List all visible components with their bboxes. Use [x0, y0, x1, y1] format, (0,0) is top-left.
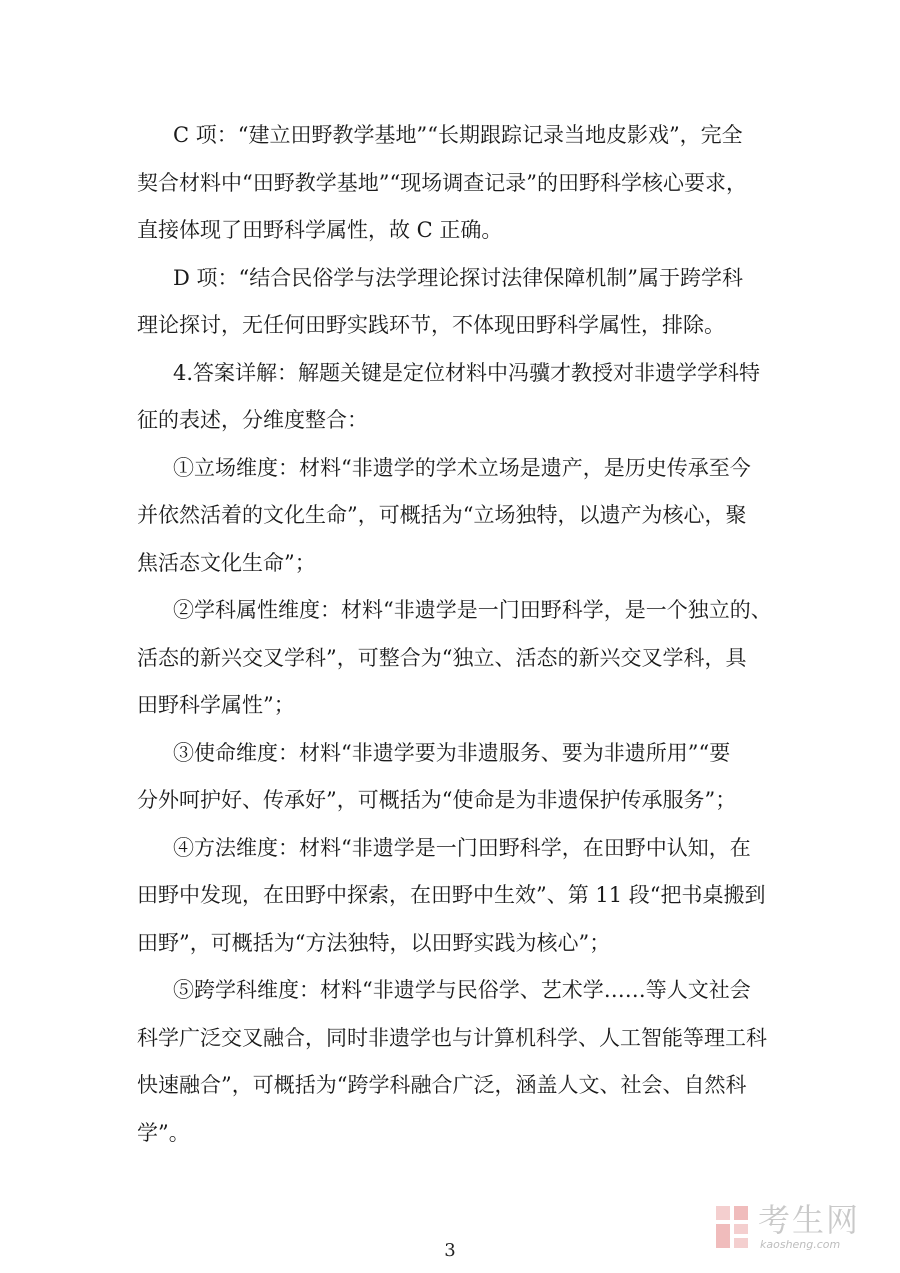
- text-line: 科学广泛交叉融合，同时非遗学也与计算机科学、人工智能等理工科: [137, 1025, 767, 1050]
- text-line: 田野科学属性”；: [137, 693, 295, 717]
- text-line: 焦活态文化生命”；: [137, 550, 316, 575]
- text-line: 快速融合”，可概括为“跨学科融合广泛，涵盖人文、社会、自然科: [137, 1073, 747, 1097]
- paragraph-option-d: [137, 255, 777, 350]
- text-line: 并依然活着的文化生命”，可概括为“立场独特，以遗产为核心，聚: [137, 503, 747, 527]
- paragraph-dimension-3: [137, 730, 777, 825]
- text-line: 田野”，可概括为“方法独特，以田野实践为核心”；: [137, 930, 611, 955]
- paragraph-dimension-2: [137, 587, 777, 730]
- text-line: 学”。: [137, 1120, 190, 1145]
- watermark-brand: 考生网: [758, 1201, 861, 1239]
- text-line: ②学科属性维度：材料“非遗学是一门田野科学，是一个独立的、: [173, 598, 772, 622]
- text-line: 契合材料中“田野教学基地”“现场调查记录”的田野科学核心要求，: [137, 170, 747, 195]
- text-line: 分外呵护好、传承好”，可概括为“使命是为非遗保护传承服务”；: [137, 788, 737, 812]
- paragraph-dimension-4: [137, 825, 777, 968]
- text-line: 4.答案详解：解题关键是定位材料中冯骥才教授对非遗学学科特: [173, 360, 761, 385]
- text-line: ③使命维度：材料“非遗学要为非遗服务、要为非遗所用”“要: [173, 740, 731, 765]
- text-line: 活态的新兴交叉学科”，可整合为“独立、活态的新兴交叉学科，具: [137, 645, 747, 670]
- watermark-domain: kaosheng.com: [760, 1238, 841, 1251]
- text-line: ①立场维度：材料“非遗学的学术立场是遗产，是历史传承至今: [173, 455, 751, 480]
- paragraph-dimension-1: [137, 445, 777, 588]
- text-line: 直接体现了田野科学属性，故 C 正确。: [137, 218, 503, 242]
- text-line: ④方法维度：材料“非遗学是一门田野科学，在田野中认知，在: [173, 835, 751, 860]
- text-line: D 项：“结合民俗学与法学理论探讨法律保障机制”属于跨学科: [173, 265, 743, 290]
- page-number: 3: [444, 1240, 456, 1261]
- text-line: 田野中发现，在田野中探索，在田野中生效”、第 11 段“把书桌搬到: [137, 883, 766, 907]
- paragraph-dimension-5: [137, 967, 777, 1157]
- text-line: ⑤跨学科维度：材料“非遗学与民俗学、艺术学……等人文社会: [173, 978, 751, 1002]
- paragraph-answer-4: [137, 350, 777, 445]
- text-line: C 项：“建立田野教学基地”“长期跟踪记录当地皮影戏”，完全: [173, 123, 743, 147]
- document-body: [137, 112, 777, 1157]
- text-line: 理论探讨，无任何田野实践环节，不体现田野科学属性，排除。: [137, 313, 725, 337]
- text-line: 征的表述，分维度整合：: [137, 408, 368, 432]
- paragraph-option-c: [137, 112, 777, 255]
